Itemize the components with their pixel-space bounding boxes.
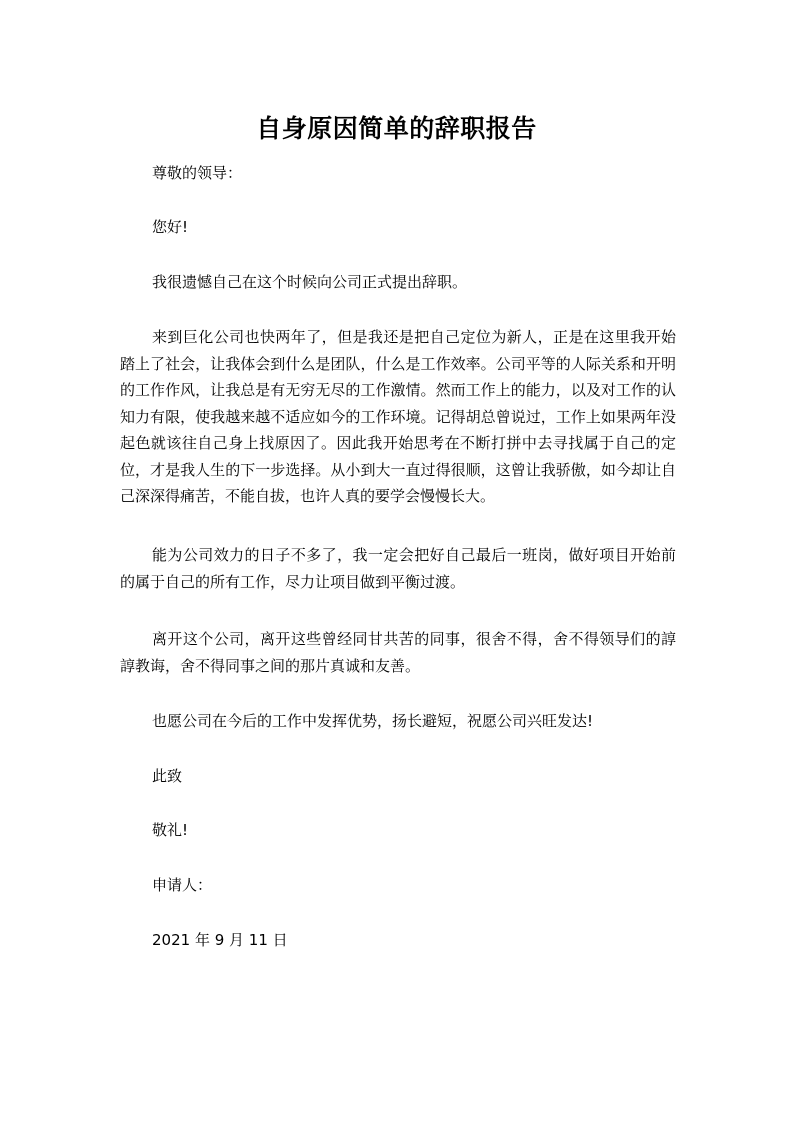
applicant-label: 申请人： — [152, 876, 213, 894]
salutation: 尊敬的领导： — [152, 164, 243, 182]
paragraph-regret: 我很遗憾自己在这个时候向公司正式提出辞职。 — [152, 273, 468, 291]
closing-line-2: 敬礼! — [152, 821, 189, 839]
paragraph-farewell: 离开这个公司，离开这些曾经同甘共苦的同事，很舍不得，舍不得领导们的諄諄教诲，舍不得同事之间的那片真诚和友善。 — [120, 630, 676, 675]
paragraph-experience: 来到巨化公司也快两年了，但是我还是把自己定位为新人，正是在这里我开始踏上了社会，让我体会到什么是团队，什么是工作效率。公司平等的人际关系和开明的工作作风，让我总是有无穷无尽的工作激情。然而工作上的能力，以及对工作的认知力有限，使我越来越不适应如今的工作环境。记得胡总曾说过，工作上如果两年没起色就该往自己身上找原因了。因此我开始思考在不断打拼中去寻找属于自己的定位，才是我人生的下一步选择。从小到大一直过得很顺，这曾让我骄傲，如今却让自己深深得痛苦，不能自拔，也许人真的要学会慢慢长大。 — [120, 328, 676, 505]
closing-line-1: 此致 — [152, 767, 183, 785]
paragraph-handover: 能为公司效力的日子不多了，我一定会把好自己最后一班岗，做好项目开始前的属于自己的所有工作，尽力让项目做到平衡过渡。 — [120, 546, 676, 591]
greeting: 您好! — [152, 218, 189, 236]
signature-date: 2021 年 9 月 11 日 — [152, 931, 288, 949]
document-title: 自身原因简单的辞职报告 — [256, 114, 537, 143]
paragraph-wish: 也愿公司在今后的工作中发挥优势，扬长避短，祝愿公司兴旺发达! — [152, 712, 594, 730]
